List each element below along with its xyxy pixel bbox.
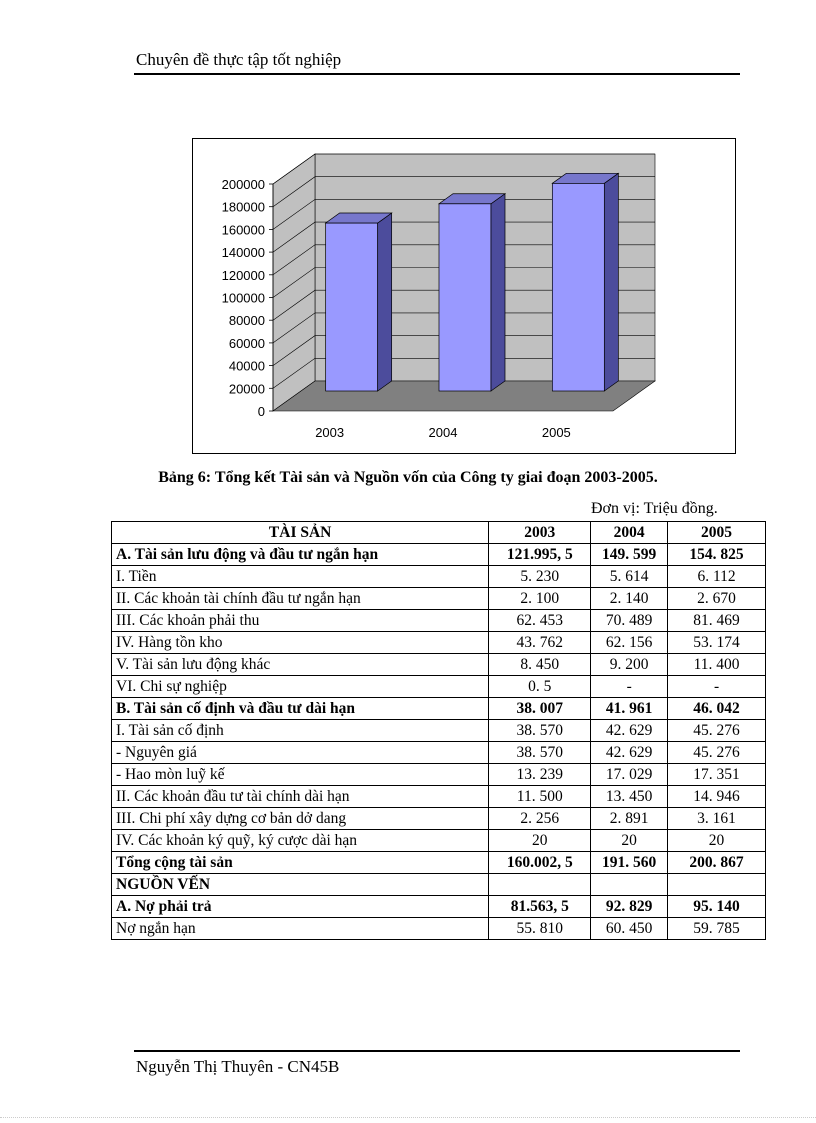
- header-rule: [134, 73, 740, 75]
- value-2003: [489, 874, 591, 896]
- value-2005: 81. 469: [668, 610, 766, 632]
- row-label: Nợ ngắn hạn: [112, 918, 489, 940]
- row-label: VI. Chi sự nghiệp: [112, 676, 489, 698]
- value-2003: 43. 762: [489, 632, 591, 654]
- footer-author: Nguyễn Thị Thuyên - CN45B: [136, 1057, 340, 1076]
- value-2004: 62. 156: [591, 632, 668, 654]
- value-2004: 20: [591, 830, 668, 852]
- table-row: [112, 742, 766, 764]
- value-2004: 92. 829: [591, 896, 668, 918]
- row-label: II. Các khoản đầu tư tài chính dài hạn: [112, 786, 489, 808]
- bar-front-2004: [439, 204, 491, 391]
- value-2005: 3. 161: [668, 808, 766, 830]
- table-row: [112, 896, 766, 918]
- y-tick-label: 20000: [228, 381, 265, 397]
- value-2004: 60. 450: [591, 918, 668, 940]
- value-2004: -: [591, 676, 668, 698]
- value-2004: 2. 140: [591, 588, 668, 610]
- value-2003: 38. 007: [489, 698, 591, 720]
- row-label: II. Các khoản tài chính đầu tư ngắn hạn: [112, 588, 489, 610]
- value-2004: 42. 629: [591, 742, 668, 764]
- y-tick-label: 0: [257, 404, 265, 419]
- table-header-row: [112, 522, 766, 544]
- bar-side-2003: [378, 213, 392, 391]
- value-2004: 17. 029: [591, 764, 668, 786]
- y-tick-label: 140000: [221, 245, 265, 261]
- y-tick-label: 60000: [228, 335, 265, 351]
- table-row: [112, 720, 766, 742]
- bar-chart-svg: [193, 139, 735, 453]
- value-2003: 55. 810: [489, 918, 591, 940]
- value-2004: 70. 489: [591, 610, 668, 632]
- table-row: [112, 566, 766, 588]
- value-2005: 14. 946: [668, 786, 766, 808]
- row-label: - Nguyên giá: [112, 742, 489, 764]
- value-2003: 2. 100: [489, 588, 591, 610]
- value-2005: 17. 351: [668, 764, 766, 786]
- value-2005: 95. 140: [668, 896, 766, 918]
- row-label: I. Tài sản cố định: [112, 720, 489, 742]
- y-tick-label: 120000: [221, 267, 265, 283]
- value-2003: 38. 570: [489, 720, 591, 742]
- table-row: [112, 830, 766, 852]
- bar-front-2005: [552, 183, 604, 391]
- value-2004: 41. 961: [591, 698, 668, 720]
- value-2005: 59. 785: [668, 918, 766, 940]
- value-2003: 121.995, 5: [489, 544, 591, 566]
- row-label: I. Tiền: [112, 566, 489, 588]
- table-row: [112, 654, 766, 676]
- value-2005: 46. 042: [668, 698, 766, 720]
- value-2004: 5. 614: [591, 566, 668, 588]
- row-label: Tổng cộng tài sản: [112, 852, 489, 874]
- row-label: IV. Các khoản ký quỹ, ký cược dài hạn: [112, 830, 489, 852]
- value-2003: 62. 453: [489, 610, 591, 632]
- table-row: [112, 918, 766, 940]
- row-label: III. Chi phí xây dựng cơ bản dở dang: [112, 808, 489, 830]
- bar-side-2004: [491, 194, 505, 391]
- y-tick-label: 200000: [221, 177, 265, 192]
- value-2004: 42. 629: [591, 720, 668, 742]
- value-2005: [668, 874, 766, 896]
- y-tick-label: 160000: [221, 222, 265, 238]
- value-2005: -: [668, 676, 766, 698]
- row-label: IV. Hàng tồn kho: [112, 632, 489, 654]
- page-header-title: Chuyên đề thực tập tốt nghiệp: [136, 50, 342, 69]
- assets-table: [111, 521, 766, 940]
- value-2005: 200. 867: [668, 852, 766, 874]
- table-row: [112, 786, 766, 808]
- value-2005: 11. 400: [668, 654, 766, 676]
- value-2005: 53. 174: [668, 632, 766, 654]
- table-row: [112, 676, 766, 698]
- row-label: A. Tài sản lưu động và đầu tư ngắn hạn: [112, 544, 489, 566]
- bar-chart: [192, 138, 736, 454]
- value-2004: [591, 874, 668, 896]
- value-2003: 38. 570: [489, 742, 591, 764]
- y-tick-label: 40000: [228, 358, 265, 374]
- x-tick-label: 2005: [541, 425, 571, 440]
- table-row: [112, 588, 766, 610]
- row-label: A. Nợ phải trả: [112, 896, 489, 918]
- value-2003: 11. 500: [489, 786, 591, 808]
- unit-label: Đơn vị: Triệu đồng.: [591, 500, 718, 517]
- y-tick-label: 80000: [228, 313, 265, 329]
- value-2005: 2. 670: [668, 588, 766, 610]
- footer-rule: [134, 1050, 740, 1052]
- row-label: III. Các khoản phải thu: [112, 610, 489, 632]
- bar-front-2003: [326, 223, 378, 391]
- table-row: [112, 808, 766, 830]
- table-row: [112, 764, 766, 786]
- value-2005: 6. 112: [668, 566, 766, 588]
- table-caption: Bảng 6: Tổng kết Tài sản và Nguồn vốn của Công ty giai đoạn 2003-2005.: [158, 469, 658, 486]
- header-cell-2004: 2004: [591, 522, 668, 544]
- value-2003: 0. 5: [489, 676, 591, 698]
- table-row: [112, 610, 766, 632]
- header-cell-2005: 2005: [668, 522, 766, 544]
- value-2003: 8. 450: [489, 654, 591, 676]
- value-2003: 5. 230: [489, 566, 591, 588]
- table-row: [112, 852, 766, 874]
- value-2005: 20: [668, 830, 766, 852]
- page-edge: [0, 1117, 816, 1118]
- row-label: NGUỒN VẾN: [112, 874, 489, 896]
- table-row: [112, 874, 766, 896]
- table-row: [112, 544, 766, 566]
- value-2004: 191. 560: [591, 852, 668, 874]
- y-tick-label: 100000: [221, 290, 265, 306]
- table-row: [112, 632, 766, 654]
- row-label: B. Tài sản cố định và đầu tư dài hạn: [112, 698, 489, 720]
- value-2005: 154. 825: [668, 544, 766, 566]
- x-tick-label: 2004: [428, 425, 458, 440]
- row-label: - Hao mòn luỹ kế: [112, 764, 489, 786]
- value-2004: 9. 200: [591, 654, 668, 676]
- value-2005: 45. 276: [668, 742, 766, 764]
- x-tick-label: 2003: [315, 425, 345, 440]
- y-tick-label: 180000: [221, 199, 265, 215]
- value-2004: 13. 450: [591, 786, 668, 808]
- value-2003: 13. 239: [489, 764, 591, 786]
- value-2004: 2. 891: [591, 808, 668, 830]
- row-label: V. Tài sản lưu động khác: [112, 654, 489, 676]
- header-cell-2003: 2003: [489, 522, 591, 544]
- value-2004: 149. 599: [591, 544, 668, 566]
- value-2003: 2. 256: [489, 808, 591, 830]
- value-2003: 160.002, 5: [489, 852, 591, 874]
- value-2005: 45. 276: [668, 720, 766, 742]
- bar-side-2005: [604, 173, 618, 391]
- value-2003: 81.563, 5: [489, 896, 591, 918]
- header-cell-assets: TÀI SẢN: [112, 522, 489, 544]
- table-row: [112, 698, 766, 720]
- value-2003: 20: [489, 830, 591, 852]
